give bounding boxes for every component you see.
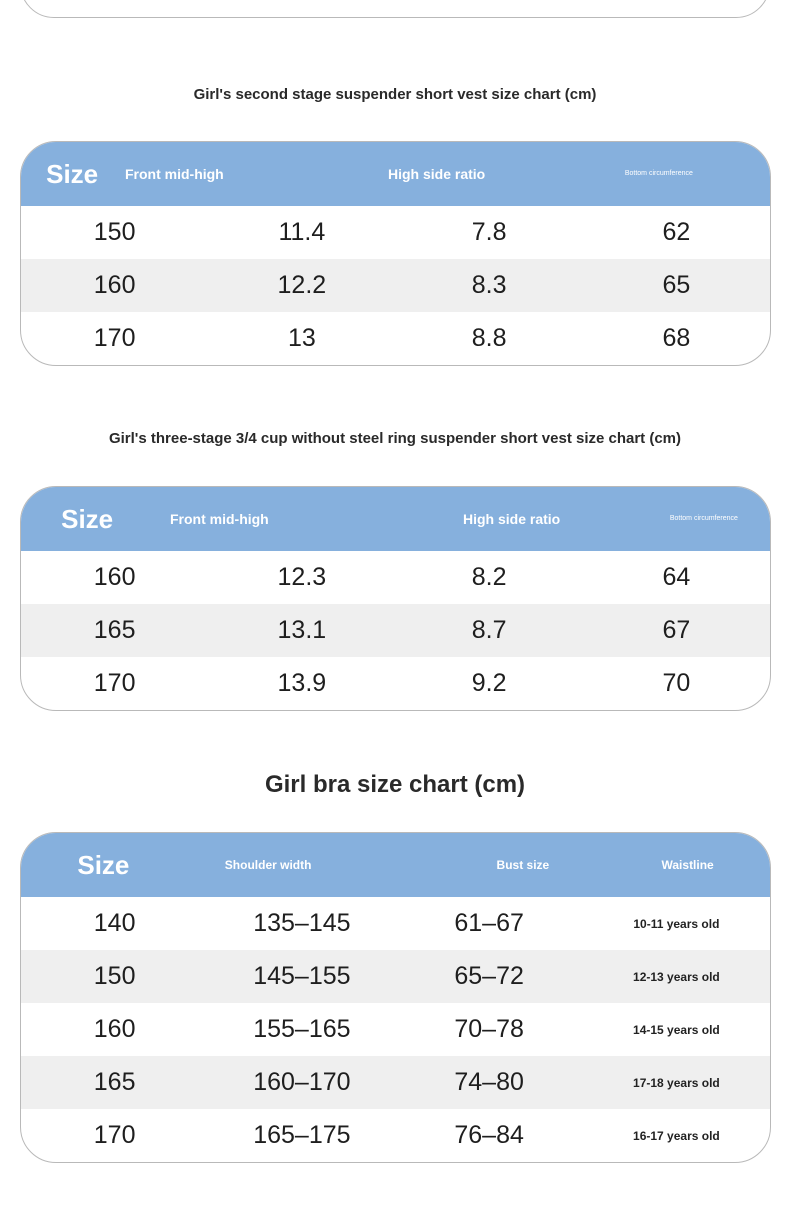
table-cell: 8.7 (471, 616, 507, 644)
table-cell: 160 (93, 1015, 136, 1043)
table-caption-second-stage: Girl's second stage suspender short vest size chart (cm) (193, 86, 597, 103)
table-cell (21, 0, 171, 3)
table-cell: 155–165 (253, 1015, 351, 1043)
table-cell (619, 0, 769, 3)
table-cell: 12.2 (277, 271, 327, 299)
table-cell: 8.3 (471, 271, 507, 299)
table-row (21, 950, 770, 1003)
table-cell: 160 (93, 271, 136, 299)
table-cell: 7.8 (471, 218, 507, 246)
header-front-mid-high: Front mid-high (124, 165, 224, 182)
table-header (21, 833, 770, 897)
table-row (21, 551, 770, 604)
table-cell: 165–175 (253, 1121, 351, 1149)
table-cell: 165 (93, 616, 136, 644)
table-cell: 170 (93, 324, 136, 352)
table-row (21, 0, 769, 3)
table-cell: 65 (662, 271, 691, 299)
table-row (21, 897, 770, 950)
table-header (21, 142, 770, 206)
table-header (21, 487, 770, 551)
table-cell: 16-17 years old (633, 1128, 720, 1143)
table-cell: 68 (662, 324, 691, 352)
table-cell: 170 (93, 669, 136, 697)
partial-table-top (20, 0, 770, 18)
table-cell: 10-11 years old (633, 916, 720, 931)
header-front-mid-high: Front mid-high (169, 510, 269, 527)
table-cell: 76–84 (454, 1121, 524, 1149)
size-table-bra (20, 832, 771, 1163)
table-cell: 135–145 (253, 909, 351, 937)
table-cell: 170 (93, 1121, 136, 1149)
table-caption-bra: Girl bra size chart (cm) (264, 771, 526, 798)
table-cell: 17-18 years old (633, 1075, 720, 1090)
table-cell: 8.8 (471, 324, 507, 352)
table-row (21, 1003, 770, 1056)
table-cell: 67 (662, 616, 691, 644)
table-cell: 9.2 (471, 669, 507, 697)
table-cell: 13 (287, 324, 316, 352)
table-cell: 70 (662, 669, 691, 697)
header-size: Size (77, 849, 130, 880)
table-cell: 140 (93, 909, 136, 937)
table-cell: 11.4 (278, 218, 326, 246)
table-cell: 145–155 (253, 962, 351, 990)
table-cell: 165 (93, 1068, 136, 1096)
table-cell: 74–80 (454, 1068, 524, 1096)
table-row (21, 1109, 770, 1162)
header-high-side-ratio: High side ratio (388, 165, 486, 182)
table-row (21, 259, 770, 312)
table-cell (320, 0, 470, 3)
table-row (21, 206, 770, 259)
table-cell: 160 (93, 563, 136, 591)
header-size: Size (61, 503, 114, 534)
table-cell: 65–72 (454, 962, 524, 990)
table-cell: 61–67 (454, 909, 524, 937)
table-cell: 70–78 (454, 1015, 524, 1043)
header-bust-size: Bust size (496, 857, 550, 872)
table-cell: 150 (93, 962, 136, 990)
table-cell: 14-15 years old (633, 1022, 720, 1037)
size-table-three-stage (20, 486, 771, 711)
header-waistline: Waistline (661, 857, 714, 872)
table-row (21, 657, 770, 710)
table-cell: 62 (662, 218, 691, 246)
header-size: Size (46, 158, 99, 189)
table-cell: 12-13 years old (633, 969, 720, 984)
header-bottom-circumference: Bottom circumference (624, 170, 693, 177)
header-shoulder-width: Shoulder width (224, 857, 312, 872)
table-cell: 13.1 (277, 616, 327, 644)
table-cell: 64 (662, 563, 691, 591)
table-cell: 13.9 (277, 669, 327, 697)
table-cell: 150 (93, 218, 136, 246)
table-cell (171, 0, 321, 3)
table-row (21, 312, 770, 365)
table-cell: 160–170 (253, 1068, 351, 1096)
table-row (21, 1056, 770, 1109)
table-cell: 8.2 (471, 563, 507, 591)
table-cell: 12.3 (277, 563, 327, 591)
table-cell (470, 0, 620, 3)
header-high-side-ratio: High side ratio (463, 510, 561, 527)
table-row (21, 604, 770, 657)
size-table-second-stage (20, 141, 771, 366)
header-bottom-circumference: Bottom circumference (669, 515, 738, 522)
table-caption-three-stage: Girl's three-stage 3/4 cup without steel ring suspender short vest size chart (cm) (108, 430, 682, 447)
